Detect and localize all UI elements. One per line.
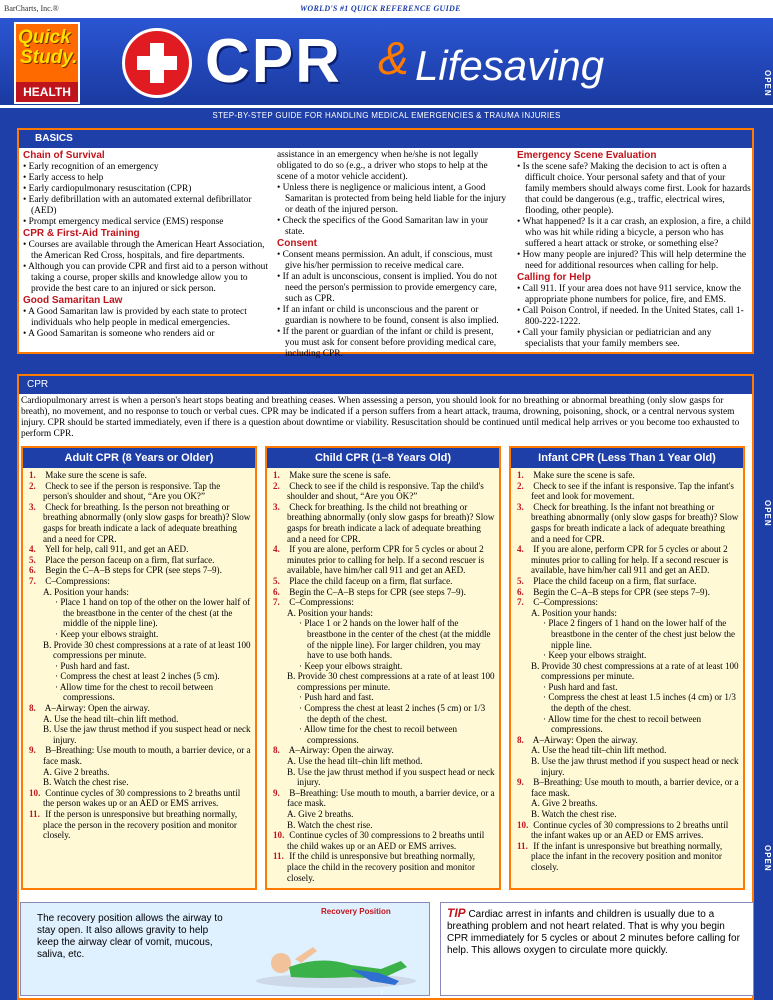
bullet-item: • Unless there is negligence or malicious intent, a Good Samaritan is protected from being held liable for the injury or death of the injured person. [277, 183, 509, 216]
step-text: Make sure the scene is safe. [533, 470, 635, 480]
step-item [273, 576, 495, 587]
publisher: BarCharts, Inc.® [4, 4, 59, 13]
heading: Good Samaritan Law [23, 295, 123, 306]
step-number: 7. [517, 597, 524, 608]
step-item [29, 544, 251, 555]
bullet-list [23, 240, 269, 295]
step-number: B. [531, 756, 540, 767]
step-number: 4. [517, 544, 524, 555]
step-text: Compress the chest at least 1.5 inches (4 cm) or 1/3 the depth of the chest. [548, 692, 736, 714]
step-number: B. [43, 639, 52, 650]
step-item [273, 851, 495, 883]
tip-panel [440, 902, 754, 996]
step-number: · [299, 618, 303, 629]
step-text: Continue cycles of 30 compressions to 2 breaths until the child wakes up or an AED or EMS arrives. [287, 830, 485, 851]
step-item [273, 544, 495, 576]
bullet-item: • Early recognition of an emergency [23, 162, 269, 173]
bullet-list [277, 183, 509, 238]
step-number: · [55, 681, 59, 692]
tip-label: TIP [447, 906, 466, 920]
step-number: 9. [273, 787, 280, 798]
step-number: 6. [29, 565, 36, 576]
top-bar [0, 0, 773, 18]
step-number: 5. [273, 575, 280, 586]
step-item [517, 608, 739, 619]
step-item [517, 618, 739, 650]
step-item [517, 650, 739, 661]
step-text: Keep your elbows straight. [548, 650, 647, 661]
bullet-item: • Early cardiopulmonary resuscitation (CPR) [23, 184, 269, 195]
step-item [517, 777, 739, 798]
step-text: Allow time for the chest to recoil between compressions. [547, 713, 702, 735]
bullet-list [23, 162, 269, 228]
step-number: 1. [273, 470, 280, 480]
step-text: Place 1 hand on top of the other on the lower half of the breastbone in the center of the chest (at the middle of the nipple line). [60, 597, 251, 629]
step-item [273, 597, 495, 608]
step-item [273, 745, 495, 756]
step-text: Compress the chest at least 2 inches (5 cm) or 1/3 the depth of the chest. [304, 703, 486, 724]
step-item [29, 671, 251, 682]
step-text: Check to see if the person is responsive. Tap the person's shoulder and shout, “Are you OK?” [43, 480, 221, 502]
step-number: A. [287, 756, 296, 767]
step-number: · [55, 628, 59, 639]
logo-line1: Quick [18, 27, 71, 48]
step-item [29, 703, 251, 714]
step-number: A. [531, 607, 540, 618]
step-item [517, 502, 739, 544]
step-text: Give 2 breaths. [542, 798, 598, 809]
step-text: Push hard and fast. [60, 660, 130, 671]
step-text: Make sure the scene is safe. [289, 470, 391, 480]
step-text: C–Compressions: [45, 575, 110, 586]
bullet-item: • If an infant or child is unconscious and the parent or guardian is nowhere to be found, consent is also implied. [277, 305, 509, 327]
step-number: · [299, 692, 303, 703]
subtitle: STEP-BY-STEP GUIDE FOR HANDLING MEDICAL EMERGENCIES & TRAUMA INJURIES [212, 111, 561, 120]
basics-col-2 [277, 150, 509, 360]
heading: Consent [277, 238, 317, 249]
step-text: Check for breathing. Is the person not breathing or breathing abnormally (only slow gasps for breath)? Slow gasps for breath indicate a lack of adequate breathing and a need for CPR. [43, 501, 251, 544]
step-number: 1. [517, 470, 524, 480]
bullet-list [23, 307, 269, 340]
bullet-item: • Is the scene safe? Making the decision to act is often a difficult choice. Your personal safety and that of your family members should always come first. Look for hazards that could be dangerous (e.g., traffic, electrical wires, flooding, other people). [517, 162, 751, 217]
step-text: Provide 30 chest compressions at a rate of at least 100 compressions per minute. [541, 660, 739, 682]
step-text: C–Compressions: [289, 597, 354, 608]
step-item [29, 555, 251, 566]
bullet-list [517, 284, 751, 350]
step-item [273, 692, 495, 703]
bullet-item: • If the parent or guardian of the infant or child is present, you must ask for consent before providing medical care, including CPR. [277, 327, 509, 360]
recovery-panel [20, 902, 430, 996]
step-item [273, 788, 495, 809]
step-number: A. [287, 607, 296, 618]
step-item [29, 714, 251, 725]
adult-cpr-box [21, 446, 257, 890]
step-text: Use the jaw thrust method if you suspect head or neck injury. [541, 756, 739, 777]
step-text: Position your hands: [542, 607, 617, 618]
step-text: A–Airway: Open the airway. [44, 703, 150, 714]
title-sub: Lifesaving [415, 42, 605, 89]
step-number: 6. [517, 586, 524, 597]
step-text: If the infant is unresponsive but breathing normally, place the infant in the recovery position and monitor closely. [531, 840, 723, 872]
step-item [29, 597, 251, 629]
step-text: Give 2 breaths. [54, 766, 110, 777]
basics-header: BASICS [19, 130, 752, 148]
step-item [517, 587, 739, 598]
step-text: Keep your elbows straight. [304, 660, 403, 671]
step-text: A–Airway: Open the airway. [288, 745, 394, 756]
step-number: B. [531, 809, 540, 819]
step-item [29, 640, 251, 661]
step-item [29, 809, 251, 841]
step-number: B. [287, 766, 296, 777]
heading: Calling for Help [517, 272, 591, 283]
step-item [517, 745, 739, 756]
step-item [273, 820, 495, 831]
step-number: 10. [29, 787, 41, 798]
cpr-intro: Cardiopulmonary arrest is when a person's heart stops beating and breathing ceases. When assessing a person, you should look for no breathing or abnormal breathing (only slow gasps for breath), no movement, and no response to touch or verbal cues. CPR may be indicated if a person suffers from a heart attack, trauma, drowning, poisoning, shock, or a central nervous system injury. CPR should be started immediately, even if there is a question about downtime or viability. Resuscitation should be continued until medical help arrives or you become too exhausted to perform CPR. [21, 396, 740, 439]
step-item [517, 820, 739, 841]
step-text: Provide 30 chest compressions at a rate of at least 100 compressions per minute. [53, 639, 251, 661]
step-text: Allow time for the chest to recoil between compressions. [303, 724, 458, 745]
step-text: Yell for help, call 911, and get an AED. [44, 544, 189, 555]
bullet-item: • Prompt emergency medical service (EMS) response [23, 217, 269, 228]
bullet-list [517, 162, 751, 272]
step-text: Allow time for the chest to recoil between compressions. [59, 681, 214, 703]
step-number: · [299, 724, 303, 735]
step-item [273, 470, 495, 481]
step-item [517, 470, 739, 481]
bullet-item: • Early access to help [23, 173, 269, 184]
step-text: Place the child faceup on a firm, flat surface. [533, 575, 697, 586]
step-number: · [543, 713, 547, 724]
step-number: · [543, 650, 547, 661]
step-text: Place 2 fingers of 1 hand on the lower half of the breastbone in the center of the chest just below the nipple line. [548, 618, 736, 650]
step-text: Watch the chest rise. [53, 777, 129, 788]
step-item [29, 502, 251, 544]
step-item [517, 661, 739, 682]
step-item [273, 587, 495, 598]
bullet-item: • Call your family physician or pediatrician and any specialists that your family members see. [517, 328, 751, 350]
step-number: · [543, 681, 547, 692]
step-number: A. [43, 713, 52, 724]
step-number: · [55, 660, 59, 671]
step-number: 3. [29, 501, 36, 512]
step-number: 10. [517, 819, 529, 830]
step-text: Begin the C–A–B steps for CPR (see steps 7–9). [45, 565, 222, 576]
step-item [29, 587, 251, 598]
step-text: Watch the chest rise. [297, 819, 373, 830]
step-item [517, 576, 739, 587]
step-text: Continue cycles of 30 compressions to 2 breaths until the infant wakes up or an AED or EMS arrives. [531, 819, 729, 841]
step-item [273, 724, 495, 745]
step-text: Give 2 breaths. [298, 809, 354, 819]
step-number: 11. [517, 840, 528, 851]
step-item [517, 544, 739, 576]
bullet-item: • Courses are available through the American Heart Association, the American Red Cross, hospitals, and fire departments. [23, 240, 269, 262]
recovery-caption: Recovery Position [321, 907, 391, 916]
open-tab: OPEN [763, 845, 772, 872]
step-number: 6. [273, 586, 280, 597]
header [0, 18, 773, 108]
step-item [273, 830, 495, 851]
step-number: 2. [29, 480, 36, 491]
step-number: · [55, 597, 59, 608]
step-number: 5. [29, 554, 36, 565]
step-number: A. [43, 586, 52, 597]
step-text: Use the jaw thrust method if you suspect head or neck injury. [297, 766, 495, 788]
step-item [273, 661, 495, 672]
step-text: C–Compressions: [533, 597, 598, 608]
step-number: A. [287, 809, 296, 819]
step-number: 4. [273, 544, 280, 555]
bullet-item: • Early defibrillation with an automated external defibrillator (AED) [23, 195, 269, 217]
step-number: · [543, 618, 547, 629]
open-tab: OPEN [763, 70, 772, 97]
step-text: Begin the C–A–B steps for CPR (see steps 7–9). [289, 586, 466, 597]
step-text: Check for breathing. Is the child not breathing or breathing abnormally (only slow gasps for breath)? Slow gasps for breath indicate a lack of adequate breathing and a need for CPR. [287, 501, 495, 544]
step-number: 2. [273, 480, 280, 491]
step-number: 10. [273, 830, 285, 841]
steps-list [23, 468, 255, 841]
step-number: 7. [273, 597, 280, 608]
step-number: 3. [517, 501, 524, 512]
step-item [273, 756, 495, 767]
step-item [29, 724, 251, 745]
bullet-item: • Call Poison Control, if needed. In the United States, call 1-800-222-1222. [517, 306, 751, 328]
step-item [29, 576, 251, 587]
step-number: 11. [29, 809, 40, 819]
step-number: 9. [29, 745, 36, 756]
step-number: · [299, 703, 303, 714]
step-item [29, 788, 251, 809]
step-number: A. [531, 745, 540, 756]
step-text: Watch the chest rise. [541, 809, 617, 819]
step-text: Keep your elbows straight. [60, 628, 159, 639]
step-text: If you are alone, perform CPR for 5 cycles or about 2 minutes prior to calling for help. If a second rescuer is available, have him/her call 911 and get an AED. [531, 544, 729, 576]
step-item [273, 671, 495, 692]
step-text: Begin the C–A–B steps for CPR (see steps 7–9). [533, 586, 710, 597]
step-item [273, 618, 495, 660]
bullet-item: • A Good Samaritan law is provided by each state to protect individuals who help people in medical emergencies. [23, 307, 269, 329]
step-number: 8. [29, 703, 36, 714]
quickstudy-logo [14, 22, 80, 104]
step-text: A–Airway: Open the airway. [532, 734, 638, 745]
step-number: · [55, 671, 59, 682]
step-item [29, 565, 251, 576]
bullet-item: • Although you can provide CPR and first aid to a person without taking a course, proper skills and knowledge allow you to provide the best care to an injured or sick person. [23, 262, 269, 295]
steps-list [511, 468, 743, 873]
heading: Emergency Scene Evaluation [517, 150, 657, 161]
bullet-item: • How many people are injured? This will help determine the need for additional resources when calling for help. [517, 250, 751, 272]
step-item [517, 809, 739, 820]
step-item [517, 756, 739, 777]
step-item [517, 714, 739, 735]
bullet-item: • What happened? Is it a car crash, an explosion, a fire, a child who was hit while riding a bicycle, a person who has suffered a heart attack or stroke, or something else? [517, 217, 751, 250]
step-number: 8. [517, 734, 524, 745]
step-item [29, 767, 251, 778]
step-text: B–Breathing: Use mouth to mouth, a barrier device, or a face mask. [43, 745, 251, 767]
step-text: Use the head tilt–chin lift method. [54, 713, 179, 724]
steps-list [267, 468, 499, 883]
open-tab: OPEN [763, 500, 772, 527]
step-item [29, 629, 251, 640]
title-main: CPR [205, 27, 342, 96]
step-number: B. [43, 724, 52, 735]
step-item [517, 841, 739, 873]
recovery-text: The recovery position allows the airway to stay open. It also allows gravity to help keep the airway clear of vomit, mucous, saliva, etc. [37, 913, 223, 960]
box-title: Infant CPR (Less Than 1 Year Old) [511, 448, 743, 468]
step-item [517, 481, 739, 502]
step-number: B. [531, 660, 540, 671]
step-number: 11. [273, 851, 284, 862]
bullet-item: • Check the specifics of the Good Samaritan law in your state. [277, 216, 509, 238]
step-number: 2. [517, 480, 524, 491]
step-item [273, 703, 495, 724]
step-text: B–Breathing: Use mouth to mouth, a barrier device, or a face mask. [287, 787, 495, 809]
step-number: 5. [517, 575, 524, 586]
recovery-position-illustration [251, 919, 421, 991]
step-number: B. [287, 819, 296, 830]
step-text: If the child is unresponsive but breathing normally, place the child in the recovery position and monitor closely. [287, 851, 476, 883]
heading: CPR & First-Aid Training [23, 228, 140, 239]
step-number: 3. [273, 501, 280, 512]
infant-cpr-box [509, 446, 745, 890]
bullet-item: • If an adult is unconscious, consent is implied. You do not need the person's permission to provide emergency care, such as CPR. [277, 272, 509, 305]
step-text: Compress the chest at least 2 inches (5 cm). [60, 671, 220, 682]
step-item [517, 682, 739, 693]
step-number: B. [287, 671, 296, 682]
basics-section [17, 128, 754, 359]
step-text: Provide 30 chest compressions at a rate of at least 100 compressions per minute. [297, 671, 495, 692]
step-text: B–Breathing: Use mouth to mouth, a barrier device, or a face mask. [531, 777, 739, 798]
step-text: Check to see if the infant is responsive. Tap the infant's feet and look for movement. [531, 480, 734, 502]
box-title: Child CPR (1–8 Years Old) [267, 448, 499, 468]
child-cpr-box [265, 446, 501, 890]
step-number: 4. [29, 544, 36, 555]
title-amp: & [378, 32, 409, 84]
step-item [273, 608, 495, 619]
bullet-item: • A Good Samaritan is someone who renders aid or [23, 329, 269, 340]
step-text: Push hard and fast. [548, 681, 618, 692]
step-text: Place the child faceup on a firm, flat surface. [289, 575, 453, 586]
step-text: Position your hands: [298, 607, 373, 618]
step-text: Make sure the scene is safe. [45, 470, 147, 480]
logo-line2: Study. [20, 47, 78, 68]
step-number: 9. [517, 777, 524, 788]
basics-col-3 [517, 150, 751, 350]
tagline: WORLD'S #1 QUICK REFERENCE GUIDE [300, 4, 461, 13]
step-number: 1. [29, 470, 36, 480]
subject-label: HEALTH [16, 82, 78, 102]
box-title: Adult CPR (8 Years or Older) [23, 448, 255, 468]
step-text: Check for breathing. Is the infant not breathing or breathing abnormally (only slow gasps for breath)? Slow gasps for breath indicate a lack of adequate breathing and a need for CPR. [531, 501, 739, 544]
bullet-list [277, 250, 509, 360]
bullet-item: • Call 911. If your area does not have 911 service, know the appropriate phone numbers for police, fire, and EMS. [517, 284, 751, 306]
step-item [29, 745, 251, 766]
step-text: Use the jaw thrust method if you suspect head or neck injury. [53, 724, 251, 745]
step-item [517, 692, 739, 713]
basics-col-1 [23, 150, 269, 340]
step-item [273, 502, 495, 544]
step-item [273, 767, 495, 788]
step-number: 8. [273, 745, 280, 756]
cpr-header: CPR [19, 376, 752, 394]
tip-text: Cardiac arrest in infants and children is usually due to a breathing problem and not heart related. That is why you begin CPR immediately for 5 cycles or about 2 minutes before calling for help. This allows oxygen to circulate more quickly. [447, 909, 740, 956]
step-text: Check to see if the child is responsive. Tap the child's shoulder and shout, “Are you OK?” [287, 480, 484, 502]
bullet-item: • Consent means permission. An adult, if conscious, must give his/her permission to receive medical care. [277, 250, 509, 272]
step-number: · [299, 660, 303, 671]
step-item [29, 682, 251, 703]
step-text: Place 1 or 2 hands on the lower half of the breastbone in the center of the chest (at the middle of the nipple line). For larger children, you may have to use both hands. [304, 618, 491, 661]
step-item [29, 470, 251, 481]
step-text: If the person is unresponsive but breathing normally, place the person in the recovery position and monitor closely. [43, 809, 238, 841]
step-text: Use the head tilt–chin lift method. [542, 745, 667, 756]
red-cross-icon [122, 28, 192, 98]
step-item [273, 481, 495, 502]
step-text: If you are alone, perform CPR for 5 cycles or about 2 minutes prior to calling for help. If a second rescuer is available, have him/her call 911 and get an AED. [287, 544, 485, 576]
step-text: Continue cycles of 30 compressions to 2 breaths until the person wakes up or an AED or EMS arrives. [43, 787, 241, 809]
step-item [517, 798, 739, 809]
step-text: Push hard and fast. [304, 692, 374, 703]
step-text: Place the person faceup on a firm, flat surface. [45, 554, 215, 565]
page-number: 1 [380, 988, 384, 997]
paragraph: assistance in an emergency when he/she is not legally obligated to do so (e.g., a driver who stops to help at the scene of a motor vehicle accident). [277, 150, 488, 182]
step-number: A. [43, 766, 52, 777]
step-number: 7. [29, 575, 36, 586]
heading: Chain of Survival [23, 150, 105, 161]
step-item [517, 597, 739, 608]
step-number: A. [531, 798, 540, 809]
step-item [29, 777, 251, 788]
step-item [29, 481, 251, 502]
step-item [29, 661, 251, 672]
step-item [517, 735, 739, 746]
step-number: · [543, 692, 547, 703]
step-item [273, 809, 495, 820]
step-text: Use the head tilt–chin lift method. [298, 756, 423, 767]
step-text: Position your hands: [54, 586, 129, 597]
step-number: B. [43, 777, 52, 788]
